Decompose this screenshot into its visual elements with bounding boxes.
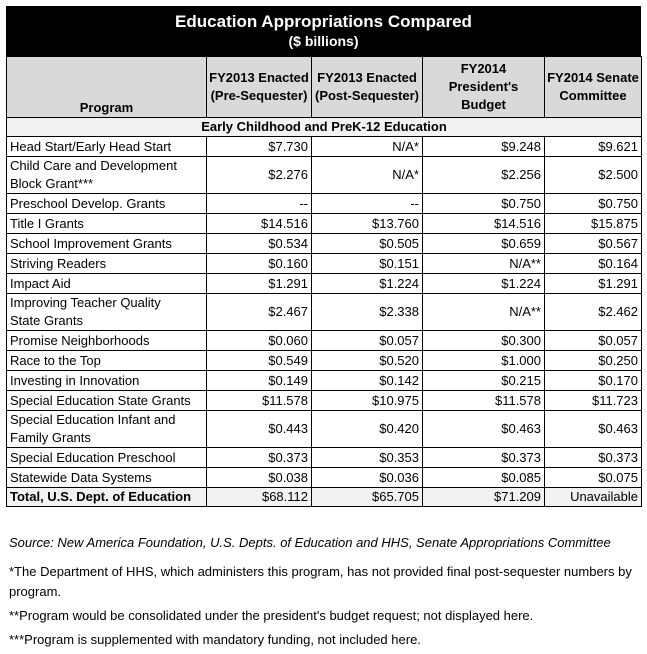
- table-row: [7, 254, 642, 274]
- program-name-cell: [7, 448, 207, 468]
- fy2014-president-cell: $0.659: [423, 234, 545, 254]
- program-name-cell: [7, 351, 207, 371]
- program-name-line: Special Education Preschool: [10, 449, 176, 465]
- fy2013-post-cell: $1.224: [312, 274, 423, 294]
- fy2014-president-cell: $0.085: [423, 468, 545, 488]
- footnote-1: *The Department of HHS, which administers this program, has not provided final post-sequester numbers by program.: [9, 564, 632, 599]
- fy2013-post-cell: $13.760: [312, 214, 423, 234]
- header-line: (Post-Sequester): [314, 88, 420, 103]
- header-line: Committee: [559, 88, 627, 103]
- program-name-cell: [7, 411, 207, 448]
- total-fy2014-senate-cell: Unavailable: [545, 488, 642, 507]
- program-name-cell: [7, 214, 207, 234]
- fy2014-senate-cell: $0.463: [545, 411, 642, 448]
- header-row: [7, 57, 642, 118]
- section-title: Early Childhood and PreK-12 Education: [7, 118, 642, 137]
- fy2014-senate-cell: $0.567: [545, 234, 642, 254]
- table-row: [7, 234, 642, 254]
- program-name-line: State Grants: [10, 313, 83, 328]
- appropriations-table-figure: [6, 6, 641, 507]
- header-line: Budget: [461, 97, 506, 112]
- fy2013-pre-cell: --: [207, 194, 312, 214]
- table-row: [7, 294, 642, 331]
- fy2013-post-cell: $0.151: [312, 254, 423, 274]
- column-header-fy2014-president: [423, 57, 545, 118]
- program-name-line: Family Grants: [10, 430, 91, 445]
- fy2013-pre-cell: $14.516: [207, 214, 312, 234]
- header-line: (Pre-Sequester): [210, 88, 308, 103]
- program-name-line: School Improvement Grants: [10, 235, 172, 251]
- fy2014-senate-cell: $11.723: [545, 391, 642, 411]
- total-label-cell: Total, U.S. Dept. of Education: [7, 488, 207, 507]
- fy2013-pre-cell: $0.149: [207, 371, 312, 391]
- fy2013-post-cell: $0.420: [312, 411, 423, 448]
- fy2013-post-cell: $0.353: [312, 448, 423, 468]
- program-name-cell: [7, 157, 207, 194]
- fy2014-president-cell: $14.516: [423, 214, 545, 234]
- program-name-cell: [7, 194, 207, 214]
- fy2014-senate-cell: $15.875: [545, 214, 642, 234]
- fy2013-pre-cell: $0.534: [207, 234, 312, 254]
- program-name-cell: [7, 468, 207, 488]
- fy2013-pre-cell: $0.160: [207, 254, 312, 274]
- table-row: [7, 351, 642, 371]
- fy2014-senate-cell: $0.250: [545, 351, 642, 371]
- fy2013-post-cell: $0.520: [312, 351, 423, 371]
- section-row: [7, 118, 642, 137]
- table-row: [7, 157, 642, 194]
- table-row: [7, 371, 642, 391]
- fy2014-president-cell: $0.300: [423, 331, 545, 351]
- total-row: [7, 488, 642, 507]
- header-line: FY2014 President's: [448, 61, 519, 94]
- program-name-cell: [7, 391, 207, 411]
- fy2013-post-cell: $0.142: [312, 371, 423, 391]
- program-name-line: Investing in Innovation: [10, 372, 140, 388]
- fy2014-president-cell: $1.000: [423, 351, 545, 371]
- notes: [9, 533, 641, 654]
- fy2013-pre-cell: $1.291: [207, 274, 312, 294]
- fy2014-president-cell: $9.248: [423, 137, 545, 157]
- fy2014-senate-cell: $0.170: [545, 371, 642, 391]
- fy2014-senate-cell: $0.373: [545, 448, 642, 468]
- fy2013-post-cell: N/A*: [312, 157, 423, 194]
- total-fy2013-pre-cell: $68.112: [207, 488, 312, 507]
- fy2013-post-cell: $10.975: [312, 391, 423, 411]
- fy2013-pre-cell: $7.730: [207, 137, 312, 157]
- program-name-line: Title I Grants: [10, 215, 84, 231]
- program-name-cell: [7, 371, 207, 391]
- table-row: [7, 331, 642, 351]
- fy2014-president-cell: $1.224: [423, 274, 545, 294]
- column-header-program: Program: [7, 57, 207, 118]
- program-name-line: Special Education State Grants: [10, 392, 191, 408]
- source-note: Source: New America Foundation, U.S. Depts. of Education and HHS, Senate Appropriations Committee: [9, 535, 611, 550]
- program-name-cell: [7, 294, 207, 331]
- fy2013-post-cell: $0.036: [312, 468, 423, 488]
- program-name-cell: [7, 137, 207, 157]
- header-line: FY2014 Senate: [547, 70, 639, 85]
- fy2014-senate-cell: $0.075: [545, 468, 642, 488]
- footnote-3: ***Program is supplemented with mandatory funding, not included here.: [9, 632, 421, 647]
- fy2014-senate-cell: $1.291: [545, 274, 642, 294]
- program-name-cell: [7, 274, 207, 294]
- appropriations-table: [6, 56, 642, 507]
- column-header-fy2013-post: [312, 57, 423, 118]
- header-line: FY2013 Enacted: [317, 70, 417, 85]
- program-name-line: Striving Readers: [10, 255, 107, 271]
- fy2014-senate-cell: $0.057: [545, 331, 642, 351]
- table-subtitle: ($ billions): [288, 33, 359, 49]
- column-header-fy2013-pre: [207, 57, 312, 118]
- fy2014-president-cell: $11.578: [423, 391, 545, 411]
- table-row: [7, 194, 642, 214]
- table-row: [7, 448, 642, 468]
- fy2013-post-cell: --: [312, 194, 423, 214]
- table-row: [7, 214, 642, 234]
- column-header-fy2014-senate: [545, 57, 642, 118]
- total-fy2014-president-cell: $71.209: [423, 488, 545, 507]
- fy2013-pre-cell: $0.549: [207, 351, 312, 371]
- fy2013-pre-cell: $0.373: [207, 448, 312, 468]
- table-row: [7, 411, 642, 448]
- fy2013-post-cell: $2.338: [312, 294, 423, 331]
- program-name-line: Impact Aid: [10, 275, 71, 291]
- fy2014-president-cell: $0.750: [423, 194, 545, 214]
- program-name-cell: [7, 234, 207, 254]
- program-name-cell: [7, 331, 207, 351]
- fy2013-pre-cell: $11.578: [207, 391, 312, 411]
- program-name-cell: [7, 254, 207, 274]
- table-row: [7, 391, 642, 411]
- fy2014-senate-cell: $0.750: [545, 194, 642, 214]
- fy2014-senate-cell: $2.500: [545, 157, 642, 194]
- fy2013-pre-cell: $0.443: [207, 411, 312, 448]
- footnote-2: **Program would be consolidated under the president's budget request; not displayed here.: [9, 608, 534, 623]
- fy2013-post-cell: N/A*: [312, 137, 423, 157]
- fy2014-president-cell: $0.463: [423, 411, 545, 448]
- program-name-line: Head Start/Early Head Start: [10, 138, 172, 154]
- program-name-line: Block Grant***: [10, 176, 94, 191]
- program-name-line: Child Care and Development: [10, 158, 177, 173]
- program-name-line: Promise Neighborhoods: [10, 332, 150, 348]
- program-name-line: Improving Teacher Quality: [10, 295, 161, 310]
- table-row: [7, 468, 642, 488]
- table-row: [7, 137, 642, 157]
- fy2013-pre-cell: $0.038: [207, 468, 312, 488]
- program-name-line: Preschool Develop. Grants: [10, 195, 166, 211]
- program-name-line: Special Education Infant and: [10, 412, 176, 427]
- fy2014-president-cell: N/A**: [423, 254, 545, 274]
- title-bar: [6, 6, 641, 56]
- fy2014-president-cell: $2.256: [423, 157, 545, 194]
- program-name-line: Statewide Data Systems: [10, 469, 152, 485]
- fy2014-president-cell: $0.373: [423, 448, 545, 468]
- total-fy2013-post-cell: $65.705: [312, 488, 423, 507]
- fy2014-senate-cell: $2.462: [545, 294, 642, 331]
- table-title: Education Appropriations Compared: [175, 12, 472, 31]
- fy2013-post-cell: $0.057: [312, 331, 423, 351]
- program-name-line: Race to the Top: [10, 352, 101, 368]
- table-row: [7, 274, 642, 294]
- fy2013-pre-cell: $0.060: [207, 331, 312, 351]
- fy2013-pre-cell: $2.276: [207, 157, 312, 194]
- fy2014-president-cell: $0.215: [423, 371, 545, 391]
- fy2014-senate-cell: $9.621: [545, 137, 642, 157]
- header-line: FY2013 Enacted: [209, 70, 309, 85]
- fy2013-pre-cell: $2.467: [207, 294, 312, 331]
- fy2014-president-cell: N/A**: [423, 294, 545, 331]
- fy2014-senate-cell: $0.164: [545, 254, 642, 274]
- fy2013-post-cell: $0.505: [312, 234, 423, 254]
